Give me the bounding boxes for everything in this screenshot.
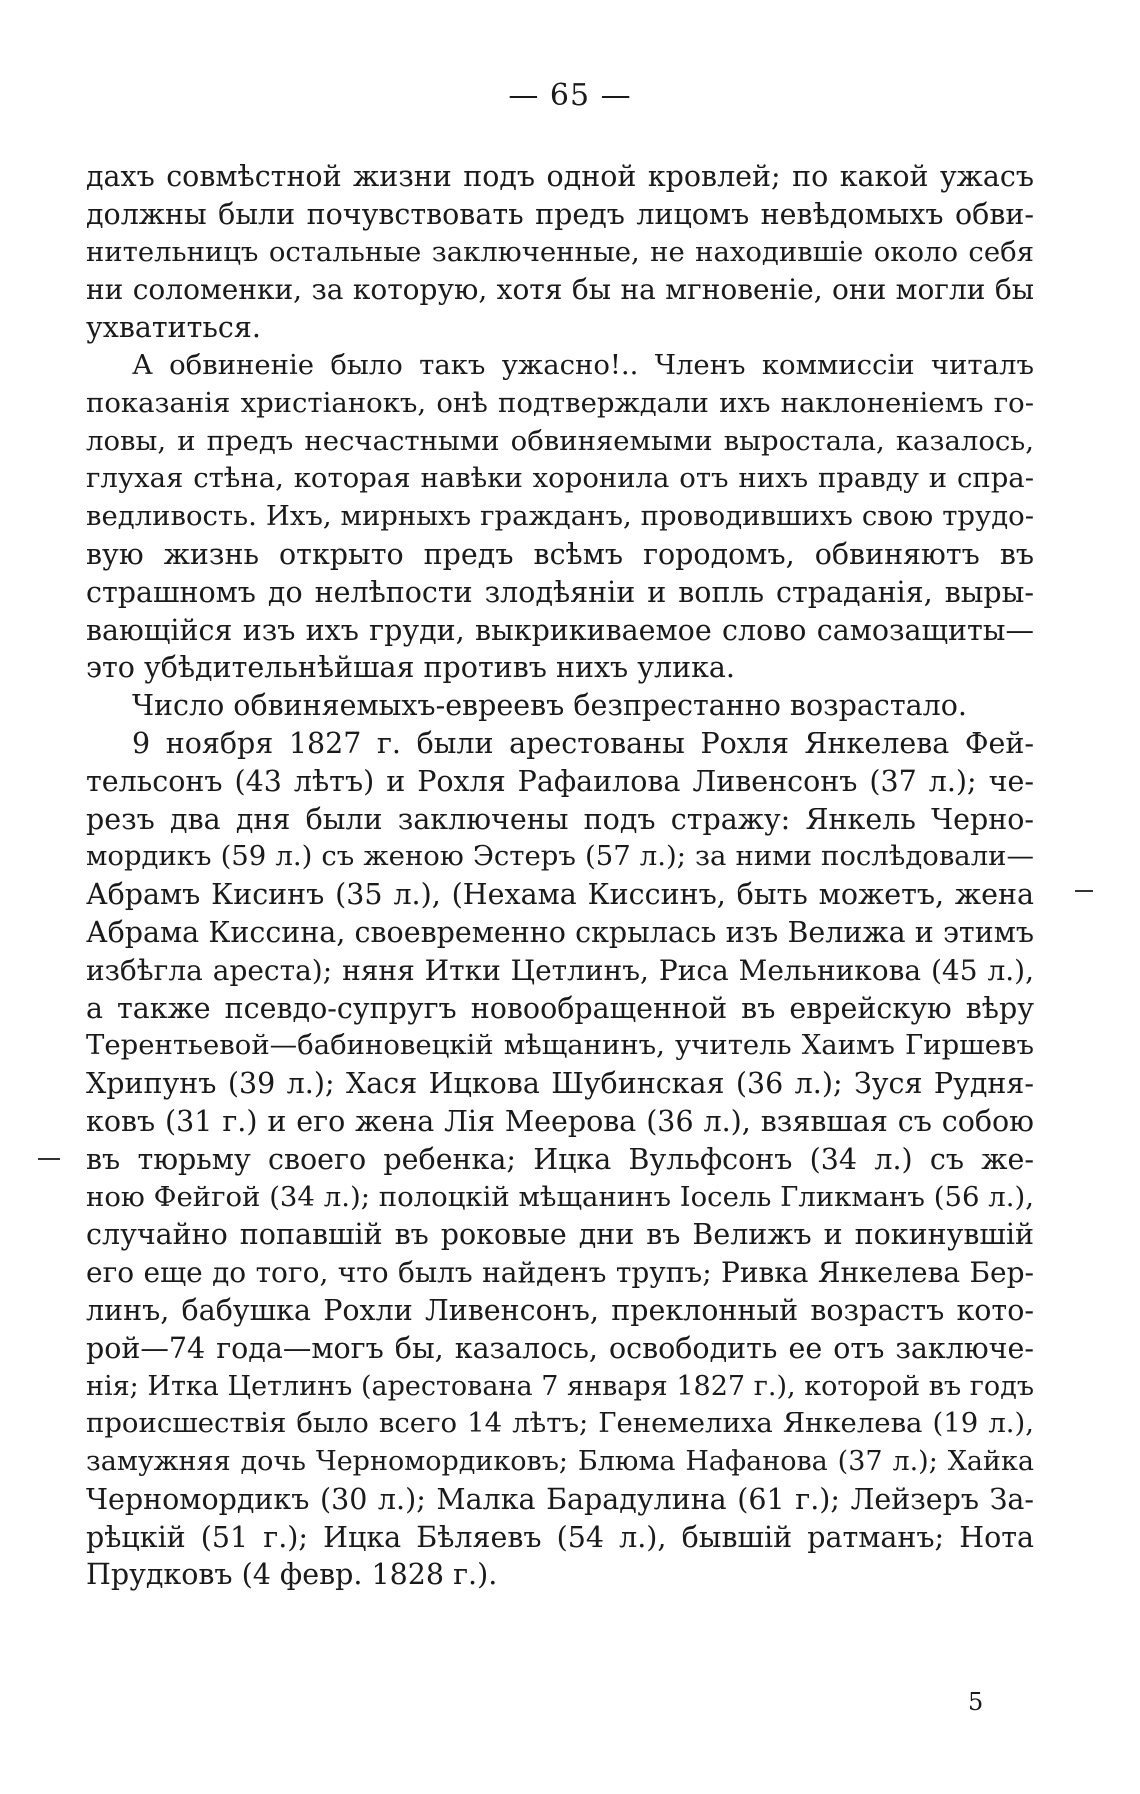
- text-line: должны были почувствовать предъ лицомъ невѣдомыхъ обви-: [86, 197, 1034, 231]
- page-number: — 65 —: [508, 78, 632, 113]
- text-line: это убѣдительнѣйшая противъ нихъ улика.: [86, 651, 735, 685]
- text-line: А обвиненіе было такъ ужасно!.. Членъ коммиссіи читалъ: [132, 348, 1034, 381]
- text-line: резъ два дня были заключены подъ стражу: Янкель Черно-: [86, 802, 1034, 836]
- text-line: тельсонъ (43 лѣтъ) и Рохля Рафаилова Ливенсонъ (37 л.); че-: [86, 764, 1034, 798]
- text-line: рѣцкій (51 г.); Ицка Бѣляевъ (54 л.), бывшій ратманъ; Нота: [86, 1520, 1034, 1554]
- text-line: Абрама Киссина, своевременно скрылась изъ Велижа и этимъ: [86, 915, 1034, 949]
- text-line: избѣгла ареста); няня Итки Цетлинъ, Риса Мельникова (45 л.),: [86, 953, 1034, 987]
- text-line: Черномордикъ (30 л.); Малка Барадулина (61 г.); Лейзеръ За-: [86, 1482, 1034, 1516]
- text-line: вающійся изъ ихъ груди, выкрикиваемое слово самозащиты—: [86, 613, 1034, 647]
- signature-mark: 5: [968, 1688, 984, 1716]
- text-line: замужняя дочь Черномордиковъ; Блюма Нафанова (37 л.); Хайка: [86, 1446, 1034, 1478]
- text-line: ухватиться.: [86, 311, 261, 345]
- text-line: ловы, и предъ несчастными обвиняемыми выростала, казалось,: [86, 424, 1034, 457]
- text-line: ни соломенки, за которую, хотя бы на мгновеніе, они могли бы: [86, 273, 1034, 307]
- text-line: нительницъ остальные заключенные, не находившіе около себя: [86, 235, 1034, 268]
- text-line: линъ, бабушка Рохли Ливенсонъ, преклонный возрастъ кото-: [86, 1293, 1034, 1327]
- text-line: глухая стѣна, которая навѣки хоронила отъ нихъ правду и спра-: [86, 462, 1034, 495]
- text-line: рой—74 года—могъ бы, казалось, освободить ее отъ заключе-: [86, 1331, 1034, 1365]
- margin-mark: [1075, 890, 1093, 892]
- text-line: его еще до того, что былъ найденъ трупъ; Ривка Янкелева Бер-: [86, 1256, 1034, 1290]
- text-line: случайно попавшій въ роковые дни въ Велижъ и покинувшій: [86, 1218, 1034, 1252]
- text-line: ведливость. Ихъ, мирныхъ гражданъ, проводившихъ свою трудо-: [86, 500, 1034, 533]
- text-line: Хрипунъ (39 л.); Хася Ицкова Шубинская (36 л.); Зуся Рудня-: [86, 1067, 1034, 1101]
- text-line: Прудковъ (4 февр. 1828 г.).: [86, 1558, 498, 1592]
- text-line: въ тюрьму своего ребенка; Ицка Вульфсонъ (34 л.) съ же-: [86, 1142, 1034, 1176]
- text-line: показанія христіанокъ, онѣ подтверждали ихъ наклоненіемъ го-: [86, 386, 1034, 419]
- margin-mark: [38, 1158, 60, 1160]
- text-line: страшномъ до нелѣпости злодѣяніи и вопль страданія, выры-: [86, 575, 1034, 609]
- text-line: мордикъ (59 л.) съ женою Эстеръ (57 л.); за ними послѣдовали—: [86, 840, 1034, 873]
- text-line: ною Фейгой (34 л.); полоцкій мѣщанинъ Іосель Гликманъ (56 л.),: [86, 1180, 1034, 1213]
- text-line: происшествія было всего 14 лѣтъ; Генемелиха Янкелева (19 л.),: [86, 1407, 1034, 1440]
- text-line: Терентьевой—бабиновецкій мѣщанинъ, учитель Хаимъ Гиршевъ: [86, 1029, 1034, 1062]
- text-line: Абрамъ Кисинъ (35 л.), (Нехама Киссинъ, быть можетъ, жена: [86, 878, 1034, 912]
- text-line: ковъ (31 г.) и его жена Лія Меерова (36 л.), взявшая съ собою: [86, 1104, 1034, 1138]
- text-line: вую жизнь открыто предъ всѣмъ городомъ, обвиняютъ въ: [86, 537, 1034, 571]
- body-text: [86, 158, 1034, 1594]
- text-line: 9 ноября 1827 г. были арестованы Рохля Янкелева Фей-: [132, 726, 1034, 760]
- text-line: нія; Итка Цетлинъ (арестована 7 января 1827 г.), которой въ годъ: [86, 1370, 1034, 1402]
- text-line: Число обвиняемыхъ-евреевъ безпрестанно возрастало.: [132, 689, 967, 723]
- text-line: дахъ совмѣстной жизни подъ одной кровлей; по какой ужасъ: [86, 160, 1034, 193]
- text-line: а также псевдо-супругъ новообращенной въ еврейскую вѣру: [86, 991, 1034, 1025]
